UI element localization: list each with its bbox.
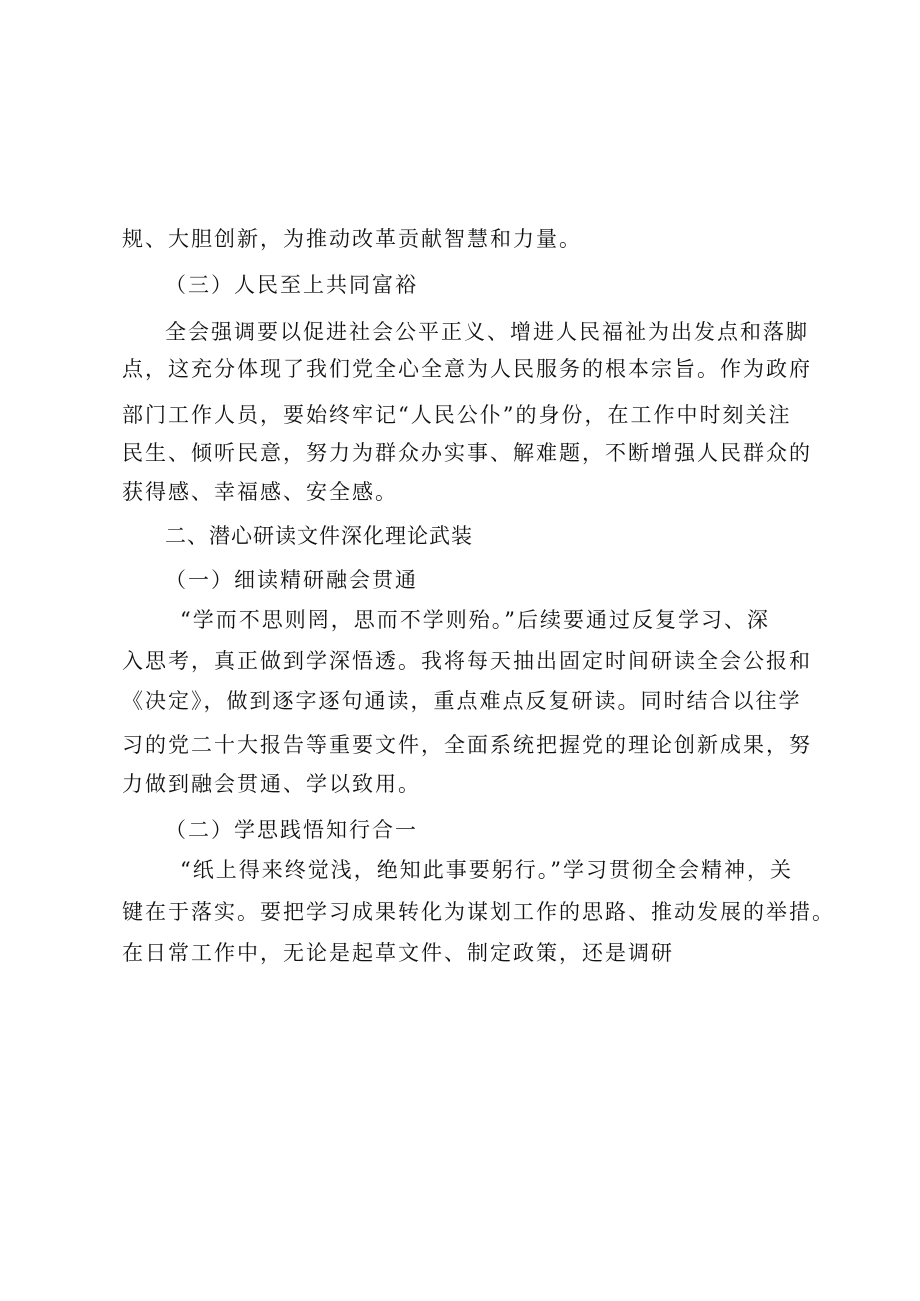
paragraph-line: 民生、倾听民意，努力为群众办实事、解难题，不断增强人民群众的: [122, 441, 812, 465]
paragraph-line: 习的党二十大报告等重要文件，全面系统把握党的理论创新成果，努: [122, 733, 812, 757]
paragraph-line: 键在于落实。要把学习成果转化为谋划工作的思路、推动发展的举措。: [122, 900, 835, 924]
paragraph-line: “学而不思则罔，思而不学则殆。”后续要通过反复学习、深: [180, 608, 770, 632]
paragraph-line: “纸上得来终觉浅，绝知此事要躬行。”学习贯彻全会精神，关: [180, 858, 793, 882]
paragraph-line: 全会强调要以促进社会公平正义、增进人民福祉为出发点和落脚: [165, 320, 809, 344]
paragraph-line: 部门工作人员，要始终牢记“人民公仆”的身份，在工作中时刻关注: [122, 403, 792, 427]
section-heading-1: （一）细读精研融会贯通: [165, 568, 418, 592]
paragraph-line: 力做到融会贯通、学以致用。: [122, 772, 421, 796]
paragraph-line: 在日常工作中，无论是起草文件、制定政策，还是调研: [122, 941, 674, 965]
paragraph-line: 获得感、幸福感、安全感。: [122, 480, 398, 504]
paragraph-line: 规、大胆创新，为推动改革贡献智慧和力量。: [122, 227, 582, 251]
paragraph-line: 入思考，真正做到学深悟透。我将每天抽出固定时间研读全会公报和: [122, 649, 812, 673]
paragraph-line: 《决定》，做到逐字逐句通读，重点难点反复研读。同时结合以往学: [122, 689, 802, 713]
section-heading-2: （二）学思践悟知行合一: [165, 818, 418, 842]
section-heading-3: （三）人民至上共同富裕: [165, 273, 418, 297]
chapter-heading: 二、潜心研读文件深化理论武装: [165, 524, 473, 548]
paragraph-line: 点，这充分体现了我们党全心全意为人民服务的根本宗旨。作为政府: [122, 357, 812, 381]
